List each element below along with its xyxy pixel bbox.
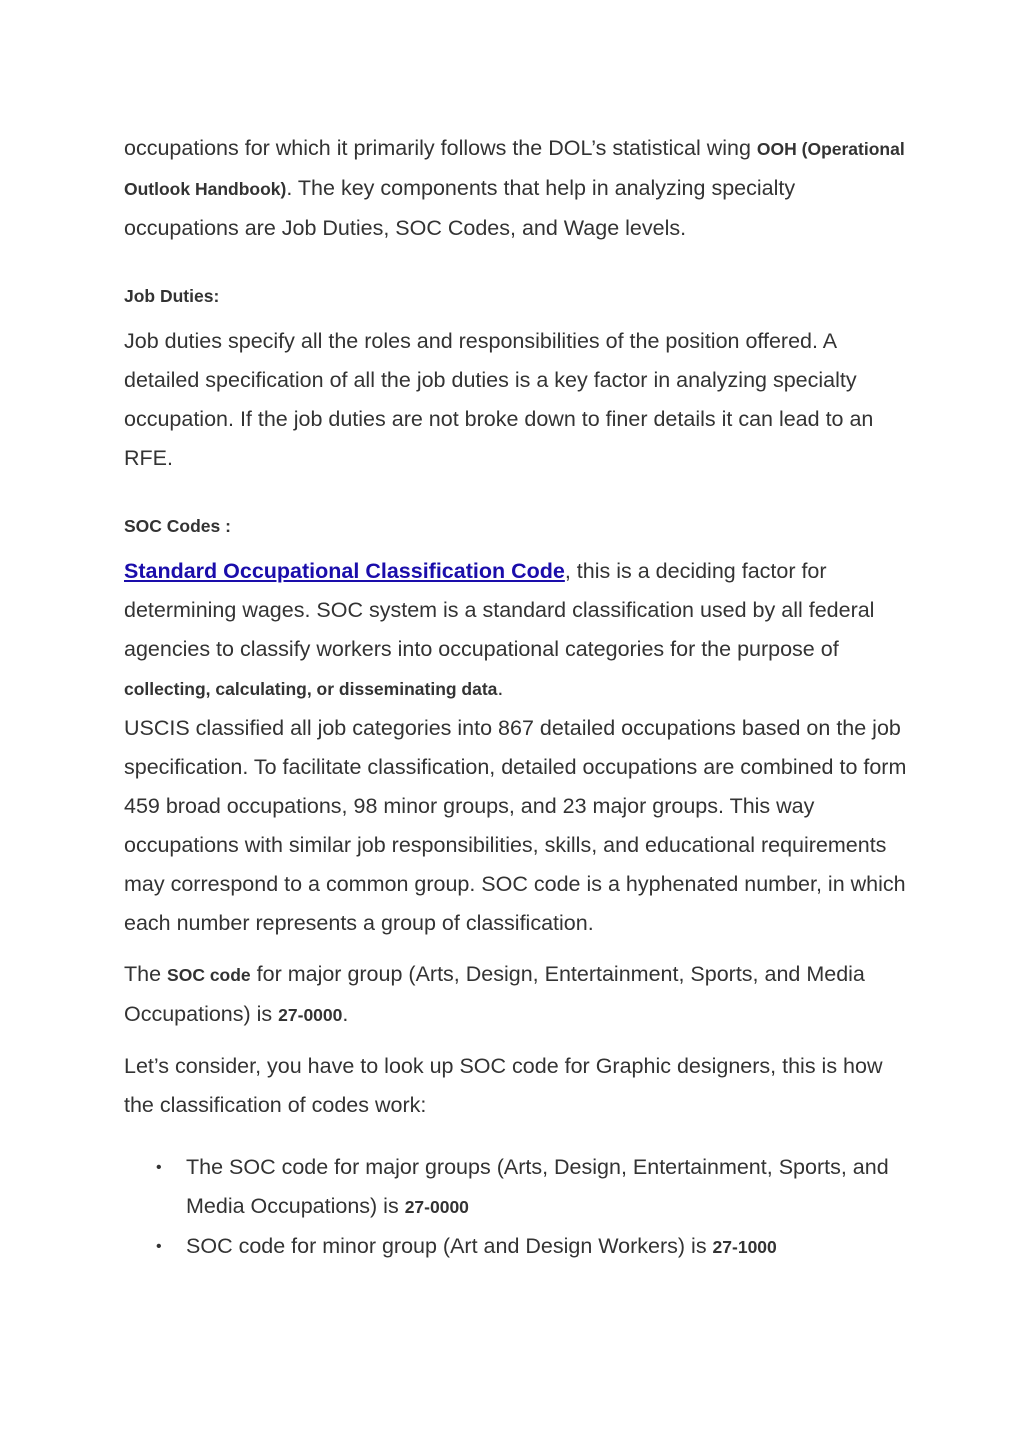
list-item: [156, 1148, 914, 1227]
soc-purpose-term: collecting, calculating, or disseminating data: [124, 679, 498, 699]
intro-text-1: occupations for which it primarily follows the DOL’s statistical wing: [124, 136, 757, 160]
soc-code-list: [124, 1148, 914, 1267]
list-item-text: SOC code for minor group (Art and Design Workers) is: [186, 1234, 713, 1258]
soc-classification-link[interactable]: Standard Occupational Classification Code: [124, 559, 565, 583]
list-item-code: 27-0000: [404, 1197, 469, 1217]
intro-text-2: . The key components that help in analyzing specialty occupations are Job Duties, SOC Codes, and Wage levels.: [124, 176, 796, 240]
soc-definition-paragraph: [124, 552, 914, 709]
bullet-icon: •: [156, 1159, 162, 1176]
major-group-code: 27-0000: [278, 1005, 343, 1025]
list-item: [156, 1227, 914, 1267]
uscis-classification-paragraph: USCIS classified all job categories into 867 detailed occupations based on the job specification. To facilitate classification, detailed occupations are combined to form 459 broad occupations, 98 minor groups, and 23 major groups. This way occupations with similar job responsibilities, skills, and educational requirements may correspond to a common group. SOC code is a hyphenated number, in which each number represents a group of classification.: [124, 716, 907, 935]
soc-codes-heading: SOC Codes :: [124, 516, 231, 536]
graphic-designers-paragraph: Let’s consider, you have to look up SOC code for Graphic designers, this is how the classification of codes work:: [124, 1054, 883, 1117]
intro-paragraph: [124, 129, 914, 248]
soc-code-term: SOC code: [167, 965, 251, 985]
soc-definition-text-2: .: [497, 676, 504, 700]
bullet-icon: •: [156, 1238, 162, 1255]
major-group-text-3: .: [342, 1002, 349, 1026]
document-body: [124, 129, 914, 1267]
job-duties-heading: Job Duties:: [124, 286, 220, 306]
major-group-text-1: The: [124, 962, 168, 986]
job-duties-paragraph: Job duties specify all the roles and responsibilities of the position offered. A detailed specification of all the job duties is a key factor in analyzing specialty occupation. If the job duties are not broke down to finer details it can lead to an RFE.: [124, 329, 874, 470]
list-item-code: 27-1000: [712, 1237, 777, 1257]
soc-definition-text-1: , this is a deciding factor for determining wages. SOC system is a standard classification used by all federal agencies to classify workers into occupational categories for the purpose of: [124, 559, 875, 661]
major-group-paragraph: [124, 955, 914, 1035]
list-item-text: The SOC code for major groups (Arts, Design, Entertainment, Sports, and Media Occupations) is: [186, 1155, 889, 1218]
ooh-term: OOH (Operational Outlook Handbook): [124, 139, 905, 199]
major-group-text-2: for major group (Arts, Design, Entertainment, Sports, and Media Occupations) is: [124, 962, 865, 1026]
